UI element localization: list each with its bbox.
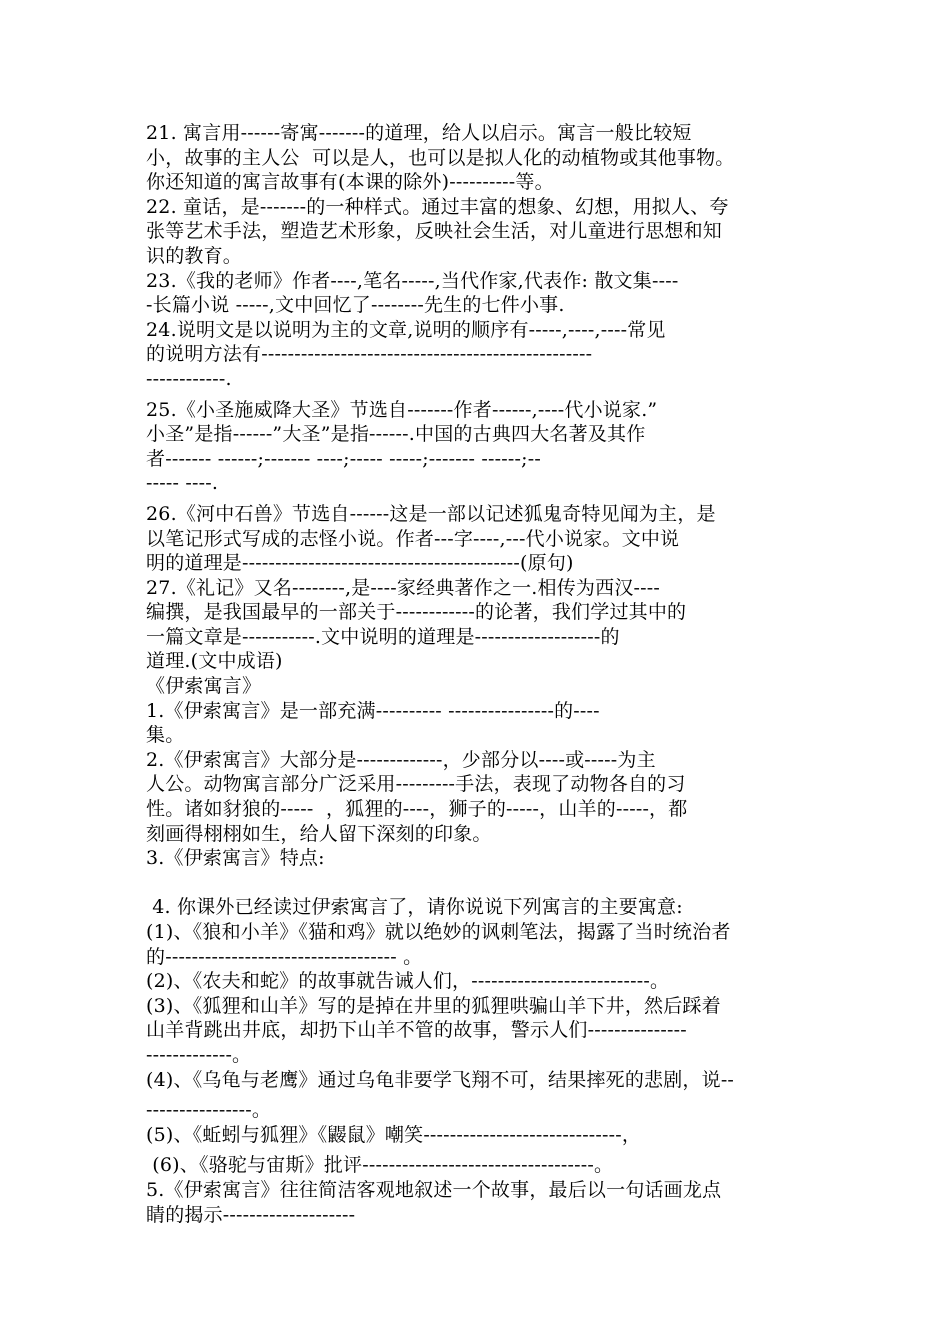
- text-line: 的说明方法有--------------------------------------------------: [146, 343, 593, 366]
- text-line: 明的道理是------------------------------------------(原句): [146, 552, 574, 575]
- text-line: 一篇文章是-----------.文中说明的道理是-------------------的: [146, 625, 620, 648]
- text-line: [146, 871, 818, 896]
- text-line: 22. 童话，是-------的一种样式。通过丰富的想象、幻想，用拟人、夸: [146, 195, 729, 218]
- text-line: 26.《河中石兽》节选自------这是一部以记述狐鬼奇特见闻为主，是: [146, 502, 716, 525]
- text-line: 23.《我的老师》作者----,笔名-----,当代作家,代表作: 散文集----: [146, 269, 679, 292]
- text-line: 者------- ------;------- ----;----- -----;------- ------;--: [146, 447, 541, 470]
- text-line: 小圣”是指------”大圣”是指------.中国的古典四大名著及其作: [146, 423, 646, 446]
- exercise-text: [146, 121, 818, 1227]
- text-line: -长篇小说 -----,文中回忆了--------先生的七件小事.: [146, 294, 565, 317]
- text-line: 21. 寓言用------寄寓-------的道理，给人以启示。寓言一般比较短: [146, 122, 692, 144]
- text-line: 小，故事的主人公 可以是人，也可以是拟人化的动植物或其他事物。: [146, 146, 735, 169]
- text-line: 性。诸如豺狼的----- ，狐狸的----，狮子的-----，山羊的-----，都: [146, 798, 688, 821]
- text-line: 以笔记形式写成的志怪小说。作者---字----,---代小说家。文中说: [146, 527, 680, 550]
- text-line: 编撰，是我国最早的一部关于------------的论著，我们学过其中的: [146, 601, 687, 624]
- text-line: 5.《伊索寓言》往往简洁客观地叙述一个故事，最后以一句话画龙点: [146, 1178, 722, 1201]
- text-line: 道理.(文中成语): [146, 650, 283, 673]
- text-line: 识的教育。: [146, 244, 243, 267]
- text-line: 27.《礼记》又名--------,是----家经典著作之一.相传为西汉----: [146, 576, 661, 599]
- text-line: 人公。动物寓言部分广泛采用---------手法，表现了动物各自的习: [146, 773, 686, 796]
- text-line: 你还知道的寓言故事有(本课的除外)----------等。: [146, 171, 554, 194]
- text-line: 3.《伊索寓言》特点:: [146, 847, 325, 870]
- text-line: (2)、《农夫和蛇》的故事就告诫人们，---------------------------。: [146, 970, 670, 993]
- text-line: ----------------。: [146, 1099, 272, 1122]
- text-line: 睛的揭示--------------------: [146, 1203, 356, 1226]
- text-line: (3)、《狐狸和山羊》写的是掉在井里的狐狸哄骗山羊下井，然后踩着: [146, 994, 721, 1017]
- text-line: 1.《伊索寓言》是一部充满---------- ----------------的----: [146, 699, 600, 722]
- text-line: 25.《小圣施威降大圣》节选自-------作者------,----代小说家.”: [146, 398, 658, 421]
- text-line: (1)、《狼和小羊》《猫和鸡》就以绝妙的讽刺笔法，揭露了当时统治者: [146, 921, 731, 943]
- text-line: 刻画得栩栩如生，给人留下深刻的印象。: [146, 822, 492, 845]
- text-line: 24.说明文是以说明为主的文章,说明的顺序有-----,----,----常见: [146, 318, 666, 341]
- text-line: 4. 你课外已经读过伊索寓言了，请你说说下列寓言的主要寓意:: [146, 896, 683, 919]
- text-line: 山羊背跳出井底，却扔下山羊不管的故事，警示人们---------------: [146, 1019, 687, 1042]
- text-line: (4)、《乌龟与老鹰》通过乌龟非要学飞翔不可，结果摔死的悲剧，说--: [146, 1068, 735, 1091]
- text-line: 张等艺术手法，塑造艺术形象，反映社会生活，对儿童进行思想和知: [146, 220, 723, 243]
- text-line: (5)、《蚯蚓与狐狸》《鼹鼠》嘲笑------------------------------，: [146, 1123, 642, 1146]
- text-line: 《伊索寓言》: [146, 675, 262, 698]
- text-line: ----- ----.: [146, 472, 219, 495]
- text-line: 集。: [146, 724, 185, 747]
- text-line: 2.《伊索寓言》大部分是-------------，少部分以----或-----为主: [146, 748, 656, 771]
- text-line: ------------.: [146, 367, 232, 390]
- text-line: -------------。: [146, 1043, 252, 1066]
- text-line: 的----------------------------------- 。: [146, 945, 423, 968]
- text-line: (6)、《骆驼与宙斯》批评-----------------------------------。: [146, 1154, 614, 1177]
